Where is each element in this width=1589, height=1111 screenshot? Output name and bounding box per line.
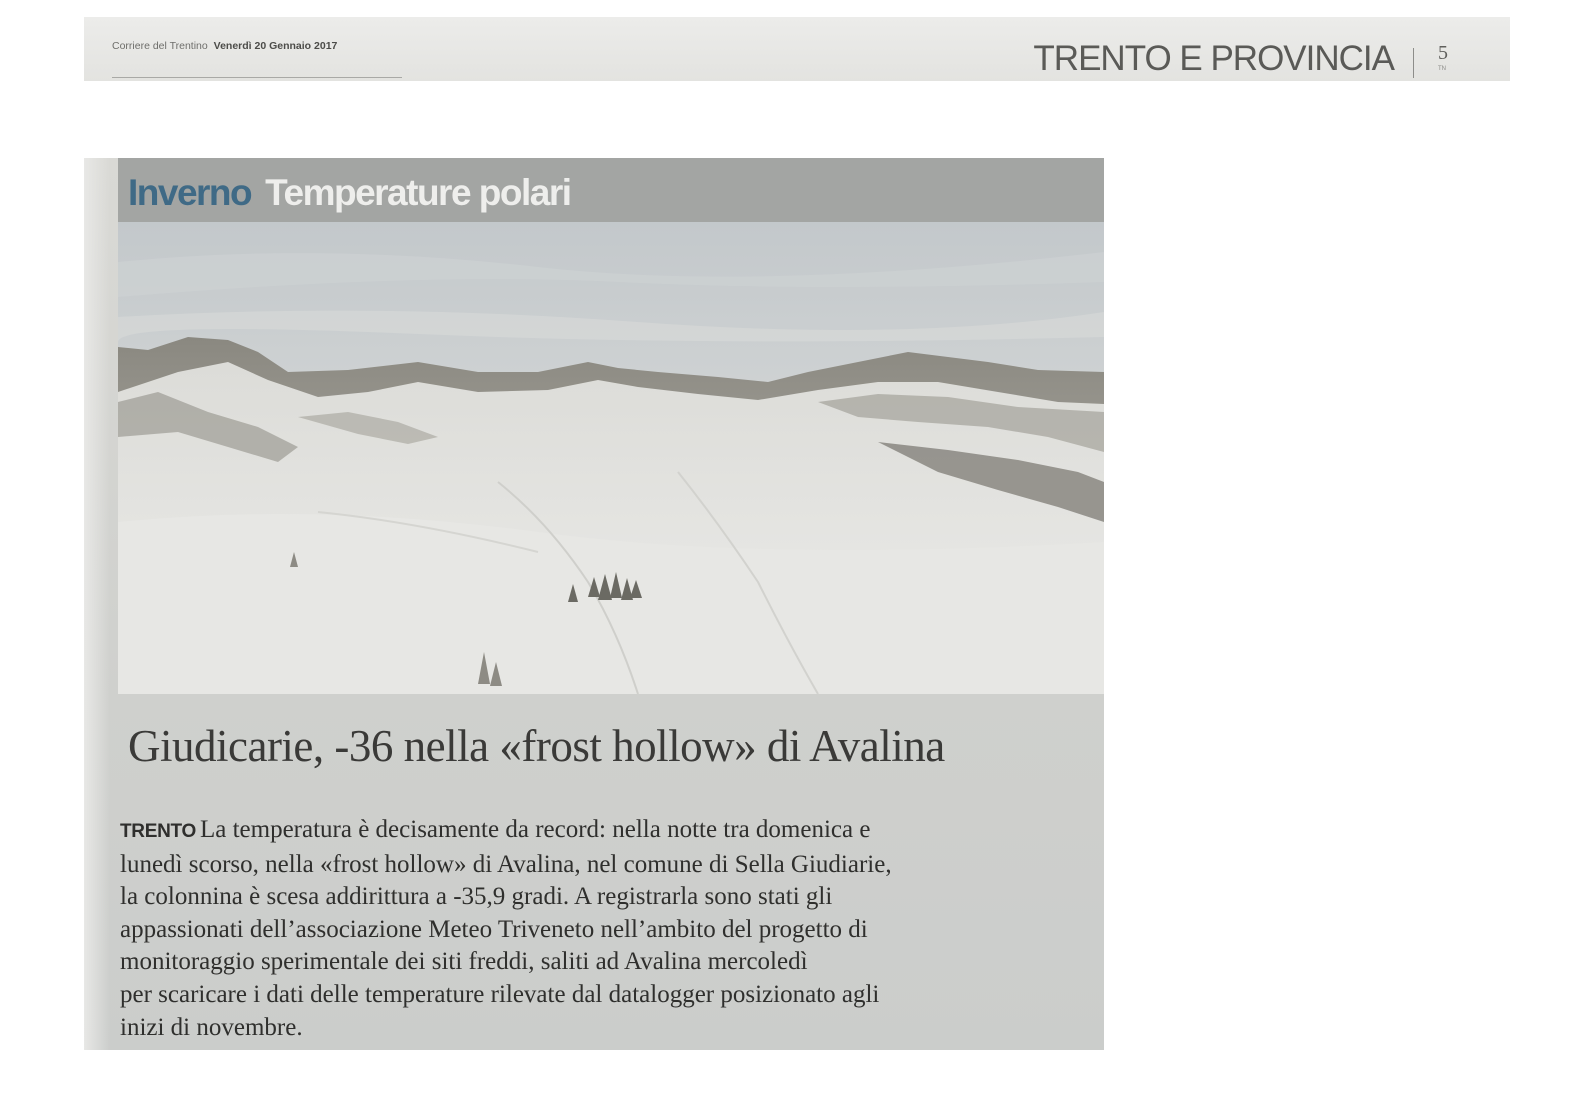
kicker-label: Inverno xyxy=(128,172,252,213)
page-number: 5 xyxy=(1438,42,1448,64)
body-line: la colonnina è scesa addirittura a -35,9 gradi. A registrarla sono stati gli xyxy=(120,883,833,911)
body-line: inizi di novembre. xyxy=(120,1013,303,1041)
body-line: appassionati dell’associazione Meteo Triveneto nell’ambito del progetto di xyxy=(120,915,868,943)
body-line: TRENTO La temperatura è decisamente da record: nella notte tra domenica e xyxy=(120,816,871,843)
article-dateline: TRENTO xyxy=(120,821,196,842)
page-edition-code: TN xyxy=(1438,66,1446,72)
newspaper-info xyxy=(112,40,337,52)
newspaper-name: Corriere del Trentino xyxy=(112,40,208,52)
section-divider xyxy=(1413,48,1414,78)
snowy-mountain-photo xyxy=(118,222,1104,694)
body-line: lunedì scorso, nella «frost hollow» di Avalina, nel comune di Sella Giudiarie, xyxy=(120,850,892,878)
body-line: monitoraggio sperimentale dei siti freddi, saliti ad Avalina mercoledì xyxy=(120,948,808,976)
header-rule xyxy=(112,77,402,78)
kicker-topic: Temperature polari xyxy=(265,172,571,213)
page-header xyxy=(84,17,1510,81)
clipping-edge xyxy=(84,158,110,1050)
body-line: per scaricare i dati delle temperature rilevate dal datalogger posizionato agli xyxy=(120,980,880,1008)
article-clipping xyxy=(84,158,1104,1050)
article-body xyxy=(120,814,1090,1044)
article-kicker xyxy=(128,174,571,211)
article-headline: Giudicarie, -36 nella «frost hollow» di Avalina xyxy=(128,721,945,771)
issue-date: Venerdì 20 Gennaio 2017 xyxy=(213,40,338,52)
section-title: TRENTO E PROVINCIA xyxy=(1033,39,1394,78)
